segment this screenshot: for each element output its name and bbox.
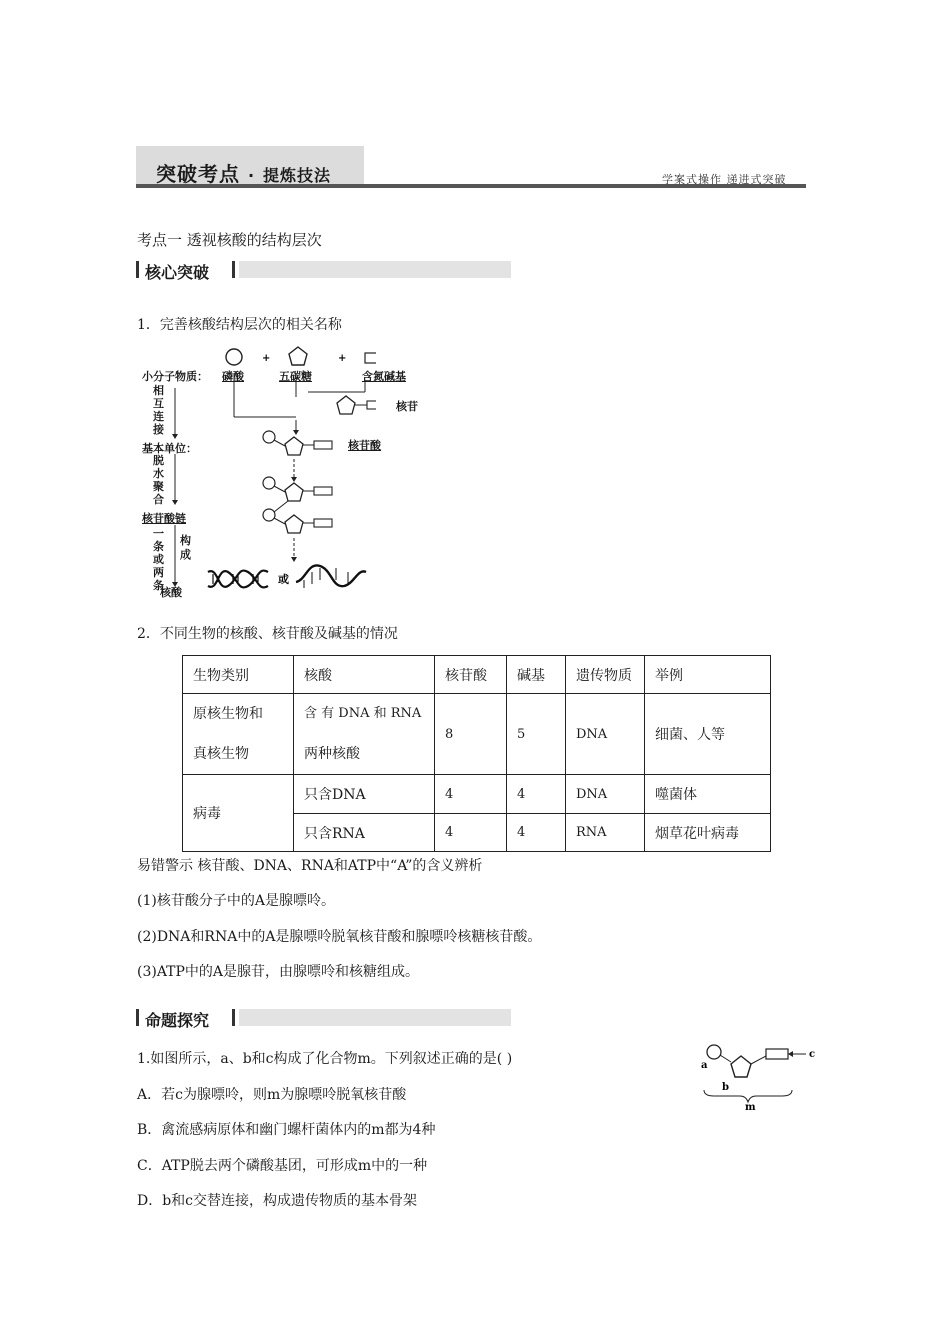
category-line: 原核生物和 bbox=[193, 706, 263, 722]
section-bar-fill bbox=[239, 261, 511, 278]
compose-char: 成 bbox=[180, 548, 191, 561]
base-rectangle-icon bbox=[766, 1049, 788, 1059]
nucleotide-base-icon bbox=[314, 441, 332, 449]
warning-point-3: (3)ATP中的A是腺苷，由腺嘌呤和核糖组成。 bbox=[137, 964, 420, 980]
nucleoside-label: 核苷 bbox=[396, 400, 418, 413]
header-title bbox=[156, 158, 331, 187]
dna-double-helix-icon bbox=[208, 571, 268, 588]
fig-label-b: b bbox=[722, 1082, 729, 1093]
fig-label-a: a bbox=[701, 1060, 708, 1071]
table-cell-example: 噬菌体 bbox=[645, 775, 771, 814]
connect-label bbox=[153, 384, 165, 436]
option-b: B．禽流感病原体和幽门螺杆菌体内的m都为4种 bbox=[137, 1122, 436, 1138]
section-bar-fill bbox=[239, 1009, 511, 1026]
nucleoside-base-icon bbox=[367, 401, 376, 409]
condense-label bbox=[153, 454, 165, 506]
connect-char: 接 bbox=[153, 423, 164, 436]
fig-label-m: m bbox=[745, 1102, 756, 1110]
rna-single-strand-icon bbox=[296, 565, 366, 588]
table-header-cell: 生物类别 bbox=[183, 656, 294, 694]
nucleotide-pentagon-icon bbox=[285, 437, 303, 455]
header-title-dot: · bbox=[247, 166, 256, 185]
nucleotide-question-figure bbox=[696, 1040, 820, 1110]
table-cell-virus: 病毒 bbox=[183, 775, 294, 852]
phosphate-circle-icon bbox=[226, 349, 242, 365]
section-bar-mark bbox=[136, 261, 139, 278]
small-molecule-label: 小分子物质： bbox=[142, 370, 208, 383]
one-or-two-char: 条 bbox=[153, 579, 164, 592]
kaodian-heading: 考点一 透视核酸的结构层次 bbox=[137, 231, 322, 249]
table-cell-acid: 只含DNA bbox=[294, 775, 435, 814]
one-or-two-char: 或 bbox=[153, 553, 164, 566]
warning-point-2: (2)DNA和RNA中的A是腺嘌呤脱氧核苷酸和腺嘌呤核糖核苷酸。 bbox=[137, 929, 542, 945]
connect-char: 连 bbox=[153, 410, 164, 423]
warning-title: 易错警示 核苷酸、DNA、RNA和ATP中“A”的含义辨析 bbox=[137, 858, 483, 874]
connect-char: 相 bbox=[153, 384, 164, 397]
header-title-main: 突破考点 bbox=[156, 162, 240, 186]
nucleotide-label: 核苷酸 bbox=[348, 439, 381, 452]
chain-pentagon-icon bbox=[285, 515, 303, 533]
table-cell-genetic: DNA bbox=[566, 775, 645, 814]
base-label: 含氮碱基 bbox=[362, 370, 406, 383]
section-bar-explore bbox=[136, 1008, 516, 1028]
condense-char: 聚 bbox=[153, 480, 164, 493]
warning-point-1: (1)核苷酸分子中的A是腺嘌呤。 bbox=[137, 893, 335, 909]
table-header-cell: 核酸 bbox=[294, 656, 435, 694]
nucleoside-pentagon-icon bbox=[337, 396, 355, 414]
category-line: 真核生物 bbox=[193, 746, 249, 762]
table-cell-nucleotide: 8 bbox=[435, 694, 507, 775]
option-d: D．b和c交替连接，构成遗传物质的基本骨架 bbox=[137, 1193, 418, 1209]
table-row bbox=[183, 694, 771, 775]
table-cell-acid bbox=[294, 694, 435, 775]
question-stem: 1.如图所示，a、b和c构成了化合物m。下列叙述正确的是( ) bbox=[137, 1051, 513, 1067]
table-cell-acid: 只含RNA bbox=[294, 814, 435, 852]
connect-char: 互 bbox=[153, 397, 164, 410]
section-title-core: 核心突破 bbox=[145, 263, 210, 282]
table-cell-base: 4 bbox=[507, 814, 566, 852]
section-title-explore: 命题探究 bbox=[145, 1011, 210, 1030]
plus-sign: + bbox=[262, 353, 271, 364]
table-cell-nucleotide: 4 bbox=[435, 775, 507, 814]
pentose-label: 五碳糖 bbox=[279, 370, 312, 383]
chain-label: 核苷酸链 bbox=[142, 512, 186, 525]
organism-nucleic-acid-table bbox=[182, 655, 771, 852]
section-bar-mark bbox=[232, 261, 235, 278]
option-a: A．若c为腺嘌呤，则m为腺嘌呤脱氧核苷酸 bbox=[137, 1087, 407, 1103]
table-cell-example: 烟草花叶病毒 bbox=[645, 814, 771, 852]
acid-line: 含 有 DNA 和 RNA bbox=[304, 706, 422, 721]
item-2-title: 2．不同生物的核酸、核苷酸及碱基的情况 bbox=[137, 626, 398, 642]
one-or-two-label bbox=[153, 527, 165, 592]
phosphate-label: 磷酸 bbox=[222, 370, 244, 383]
condense-char: 脱 bbox=[153, 454, 164, 467]
table-cell-genetic: DNA bbox=[566, 694, 645, 775]
condense-char: 合 bbox=[153, 493, 164, 506]
nucleic-acid-label: 核酸 bbox=[160, 586, 182, 599]
table-header-row bbox=[183, 656, 771, 694]
base-rectangle-icon bbox=[365, 353, 376, 363]
pentose-pentagon-icon bbox=[289, 347, 307, 365]
table-cell-example: 细菌、人等 bbox=[645, 694, 771, 775]
condense-char: 水 bbox=[153, 467, 164, 480]
table-header-cell: 遗传物质 bbox=[566, 656, 645, 694]
table-cell-genetic: RNA bbox=[566, 814, 645, 852]
pentose-pentagon-icon bbox=[731, 1056, 751, 1077]
table-cell-base: 5 bbox=[507, 694, 566, 775]
option-c: C．ATP脱去两个磷酸基团，可形成m中的一种 bbox=[137, 1158, 428, 1174]
one-or-two-char: 条 bbox=[153, 540, 164, 553]
phosphate-circle-icon bbox=[707, 1045, 721, 1059]
item-1-title: 1．完善核酸结构层次的相关名称 bbox=[137, 317, 342, 333]
table-header-cell: 碱基 bbox=[507, 656, 566, 694]
basic-unit-label: 基本单位： bbox=[142, 442, 197, 455]
table-cell-nucleotide: 4 bbox=[435, 814, 507, 852]
one-or-two-char: 两 bbox=[153, 566, 164, 579]
or-label: 或 bbox=[278, 573, 289, 586]
plus-sign: + bbox=[338, 353, 347, 364]
table-cell-category bbox=[183, 694, 294, 775]
section-bar-core bbox=[136, 260, 516, 280]
acid-line: 两种核酸 bbox=[304, 746, 360, 762]
table-row bbox=[183, 775, 771, 814]
table-header-cell: 核苷酸 bbox=[435, 656, 507, 694]
header-title-sub: 提炼技法 bbox=[263, 166, 332, 185]
header-right-text: 学案式操作 递进式突破 bbox=[662, 173, 787, 186]
table-cell-base: 4 bbox=[507, 775, 566, 814]
one-or-two-char: 一 bbox=[153, 527, 164, 540]
fig-label-c: c bbox=[809, 1049, 816, 1060]
nucleotide-phosphate-icon bbox=[263, 431, 275, 443]
compose-label bbox=[180, 534, 192, 562]
chain-pentagon-icon bbox=[285, 483, 303, 501]
section-bar-mark bbox=[136, 1009, 139, 1026]
compose-char: 构 bbox=[180, 534, 191, 547]
section-bar-mark bbox=[232, 1009, 235, 1026]
table-header-cell: 举例 bbox=[645, 656, 771, 694]
